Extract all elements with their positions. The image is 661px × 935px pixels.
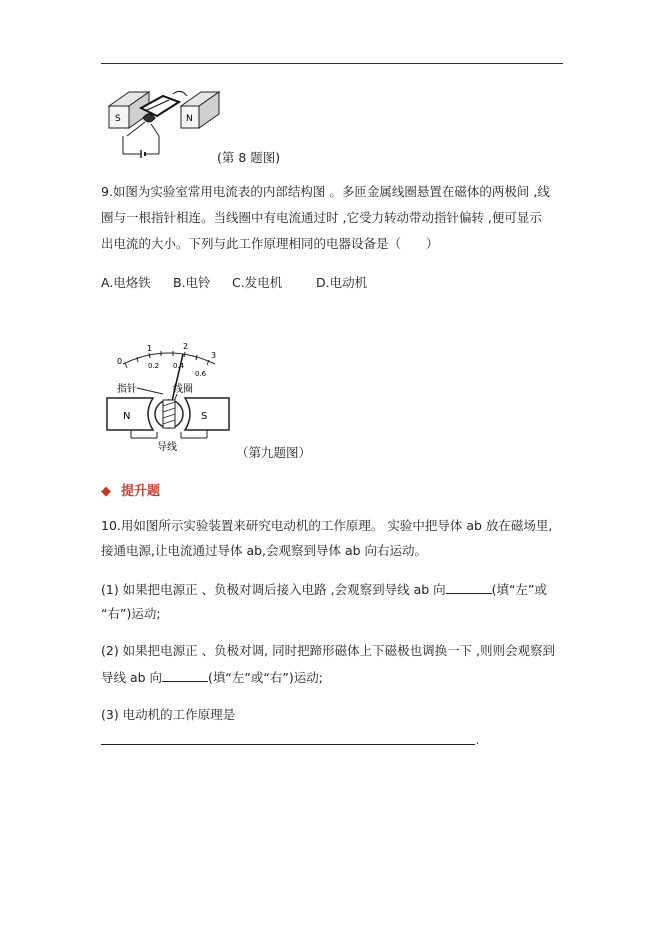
q10-part2-blank[interactable] <box>162 669 208 682</box>
fig9-scale-bottom-1: 0.2 <box>148 362 160 370</box>
q10-text-line-2: 接通电源,让电流通过导体 ab,会观察到导体 ab 向右运动。 <box>101 543 428 558</box>
fig9-label-coil: 线圈 <box>173 384 193 395</box>
fig9-label-wire: 导线 <box>157 442 177 453</box>
figure-9-caption: （第九题图） <box>236 445 312 460</box>
q10-part2-line-1: (2) 如果把电源正 、负极对调, 同时把蹄形磁体上下磁极也调换一下 ,则则会观察到 <box>101 643 556 658</box>
q10-part3-line: (3) 电动机的工作原理是 <box>101 707 236 722</box>
q10-part3-answer-line[interactable] <box>101 744 475 745</box>
q9-text-line-2: 圈与一根指针相连。当线圈中有电流通过时 ,它受力转动带动指针偏转 ,便可显示 <box>101 210 542 225</box>
q10-part1-text-b: (填“左”或 <box>491 582 547 597</box>
figure-8-motor-diagram <box>103 84 221 162</box>
q10-part2-text-b: (填“左”或“右”)运动; <box>208 670 323 685</box>
q10-part1-text-a: (1) 如果把电源正 、负极对调后接入电路 ,会观察到导线 ab 向 <box>101 582 446 597</box>
q10-part1-line-1 <box>101 581 547 598</box>
q10-text-line-1: 10.用如图所示实验装置来研究电动机的工作原理。 实验中把导体 ab 放在磁场里, <box>101 518 553 533</box>
fig9-scale-top-2: 2 <box>183 342 189 351</box>
q10-part1-blank[interactable] <box>446 581 492 594</box>
q10-part2-text-a: 导线 ab 向 <box>101 670 163 685</box>
diamond-icon: ◆ <box>101 484 111 499</box>
header-rule <box>101 63 563 64</box>
fig8-label-n: N <box>186 114 193 124</box>
fig9-label-s: S <box>201 411 208 422</box>
fig9-scale-bottom-2: 0.4 <box>173 362 185 370</box>
section-heading <box>101 480 160 499</box>
q10-part1-line-2: “右”)运动; <box>101 606 161 621</box>
figure-9-ammeter-diagram <box>103 342 233 454</box>
q9-option-a: A.电烙铁 <box>101 275 151 290</box>
fig9-scale-top-1: 1 <box>147 344 153 353</box>
fig9-scale-top-3: 3 <box>211 351 217 360</box>
q9-option-c: C.发电机 <box>232 275 283 290</box>
fig9-scale-bottom-3: 0.6 <box>195 370 207 378</box>
q10-part2-line-2 <box>101 669 323 686</box>
q9-text-line-3: 出电流的大小。下列与此工作原理相同的电器设备是（ ） <box>101 236 439 251</box>
q9-option-b: B.电铃 <box>173 275 211 290</box>
section-title: 提升题 <box>121 484 161 499</box>
fig9-scale-top-0: 0 <box>117 357 123 366</box>
fig9-label-pointer: 指针 <box>117 384 137 395</box>
q9-option-d: D.电动机 <box>316 275 368 290</box>
q9-text-line-1: 9.如图为实验室常用电流表的内部结构图 。多匝金属线圈悬置在磁体的两极间 ,线 <box>101 184 550 199</box>
fig9-label-n: N <box>123 411 131 422</box>
fig8-label-s: S <box>115 114 121 124</box>
figure-8-caption: (第 8 题图) <box>217 150 281 165</box>
q10-part3-end-mark: . <box>476 736 480 747</box>
